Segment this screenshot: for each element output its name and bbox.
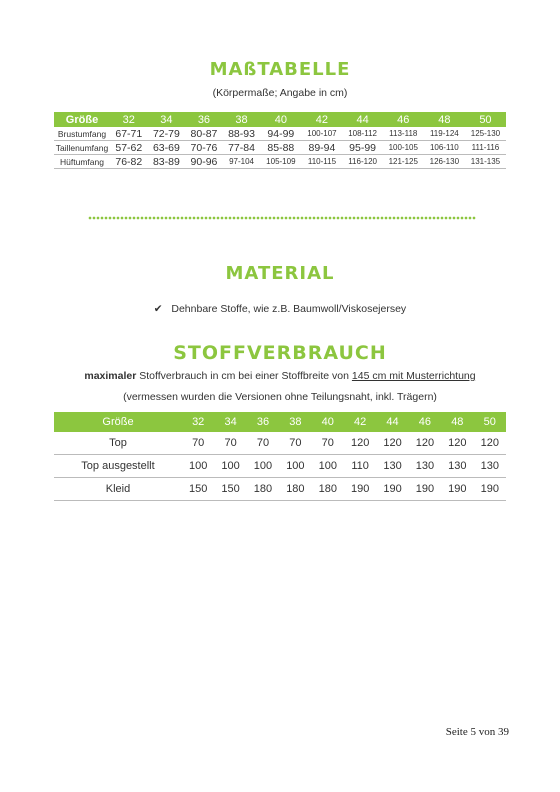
masstabelle-cell: 90-96 xyxy=(185,155,223,169)
masstabelle-header-row xyxy=(54,112,506,127)
stoffverbrauch-row xyxy=(54,455,506,478)
stoffverbrauch-cell: 150 xyxy=(182,478,214,501)
masstabelle-cell: 110-115 xyxy=(301,155,342,169)
stoffverbrauch-header-cell: 48 xyxy=(441,412,473,432)
masstabelle-cell: 119-124 xyxy=(424,127,465,141)
stoffverbrauch-note: (vermessen wurden die Versionen ohne Teilungsnaht, inkl. Trägern) xyxy=(123,391,437,403)
stoffverbrauch-cell: 190 xyxy=(409,478,441,501)
masstabelle-row-label: Brustumfang xyxy=(54,127,110,141)
stoffverbrauch-cell: 70 xyxy=(279,432,311,455)
stoffverbrauch-cell: 100 xyxy=(279,455,311,478)
stoffverbrauch-header-cell: 42 xyxy=(344,412,376,432)
masstabelle-cell: 121-125 xyxy=(383,155,424,169)
masstabelle-cell: 126-130 xyxy=(424,155,465,169)
masstabelle-header-cell: Größe xyxy=(54,112,110,127)
stoffverbrauch-cell: 120 xyxy=(474,432,506,455)
masstabelle-cell: 77-84 xyxy=(223,141,261,155)
stoffverbrauch-cell: 150 xyxy=(214,478,246,501)
stoffverbrauch-cell: 100 xyxy=(247,455,279,478)
stoffverbrauch-header-cell: 34 xyxy=(214,412,246,432)
masstabelle-cell: 108-112 xyxy=(342,127,382,141)
stoffverbrauch-cell: 120 xyxy=(409,432,441,455)
stoffverbrauch-cell: 190 xyxy=(474,478,506,501)
masstabelle-cell: 113-118 xyxy=(383,127,424,141)
masstabelle-row xyxy=(54,127,506,141)
stoffverbrauch-description-underline: 145 cm mit Musterrichtung xyxy=(351,370,476,382)
stoffverbrauch-cell: 180 xyxy=(279,478,311,501)
stoffverbrauch-cell: 110 xyxy=(344,455,376,478)
masstabelle-header-cell: 38 xyxy=(223,112,261,127)
stoffverbrauch-cell: 100 xyxy=(214,455,246,478)
stoffverbrauch-cell: 120 xyxy=(376,432,408,455)
stoffverbrauch-cell: 100 xyxy=(312,455,344,478)
masstabelle-title: MAßTABELLE xyxy=(209,59,351,80)
masstabelle-header-cell: 50 xyxy=(465,112,506,127)
masstabelle-cell: 131-135 xyxy=(465,155,506,169)
masstabelle-cell: 70-76 xyxy=(185,141,223,155)
stoffverbrauch-cell: 130 xyxy=(409,455,441,478)
stoffverbrauch-row-label: Kleid xyxy=(54,478,182,501)
masstabelle-cell: 100-107 xyxy=(301,127,342,141)
stoffverbrauch-description-bold: maximaler xyxy=(84,370,137,382)
stoffverbrauch-header-cell: 36 xyxy=(247,412,279,432)
stoffverbrauch-header-cell: 44 xyxy=(376,412,408,432)
masstabelle-row xyxy=(54,141,506,155)
stoffverbrauch-cell: 70 xyxy=(312,432,344,455)
stoffverbrauch-header-cell: Größe xyxy=(54,412,182,432)
masstabelle-cell: 125-130 xyxy=(465,127,506,141)
masstabelle-body xyxy=(54,127,506,169)
stoffverbrauch-cell: 190 xyxy=(376,478,408,501)
masstabelle-subtitle: (Körpermaße; Angabe in cm) xyxy=(212,87,348,99)
stoffverbrauch-title: STOFFVERBRAUCH xyxy=(173,342,387,364)
stoffverbrauch-row xyxy=(54,432,506,455)
masstabelle-header-cell: 46 xyxy=(383,112,424,127)
masstabelle-cell: 94-99 xyxy=(260,127,301,141)
stoffverbrauch-cell: 130 xyxy=(441,455,473,478)
page-number: Seite 5 von 39 xyxy=(445,726,509,738)
stoffverbrauch-row xyxy=(54,478,506,501)
masstabelle-cell: 88-93 xyxy=(223,127,261,141)
stoffverbrauch-cell: 100 xyxy=(182,455,214,478)
masstabelle-table xyxy=(54,112,506,169)
stoffverbrauch-row-label: Top ausgestellt xyxy=(54,455,182,478)
checkmark-icon: ✔ xyxy=(153,303,163,315)
material-title: MATERIAL xyxy=(225,263,335,284)
masstabelle-header-cell: 32 xyxy=(110,112,148,127)
stoffverbrauch-cell: 190 xyxy=(441,478,473,501)
stoffverbrauch-cell: 70 xyxy=(182,432,214,455)
masstabelle-header-cell: 34 xyxy=(148,112,186,127)
stoffverbrauch-cell: 130 xyxy=(376,455,408,478)
masstabelle-header-cell: 36 xyxy=(185,112,223,127)
masstabelle-cell: 83-89 xyxy=(148,155,186,169)
masstabelle-header-cell: 48 xyxy=(424,112,465,127)
stoffverbrauch-header-cell: 32 xyxy=(182,412,214,432)
masstabelle-cell: 57-62 xyxy=(110,141,148,155)
masstabelle-cell: 100-105 xyxy=(383,141,424,155)
masstabelle-cell: 89-94 xyxy=(301,141,342,155)
stoffverbrauch-cell: 120 xyxy=(344,432,376,455)
stoffverbrauch-cell: 70 xyxy=(214,432,246,455)
stoffverbrauch-header-row xyxy=(54,412,506,432)
stoffverbrauch-cell: 130 xyxy=(474,455,506,478)
masstabelle-cell: 116-120 xyxy=(342,155,382,169)
masstabelle-cell: 105-109 xyxy=(260,155,301,169)
masstabelle-cell: 67-71 xyxy=(110,127,148,141)
stoffverbrauch-cell: 190 xyxy=(344,478,376,501)
stoffverbrauch-cell: 180 xyxy=(312,478,344,501)
masstabelle-cell: 97-104 xyxy=(223,155,261,169)
masstabelle-row xyxy=(54,155,506,169)
stoffverbrauch-table xyxy=(54,412,506,501)
masstabelle-cell: 76-82 xyxy=(110,155,148,169)
material-item-text: Dehnbare Stoffe, wie z.B. Baumwoll/Viskosejersey xyxy=(171,303,407,315)
dotted-divider xyxy=(88,215,476,221)
stoffverbrauch-description-text: Stoffverbrauch in cm bei einer Stoffbreite von xyxy=(136,370,352,382)
stoffverbrauch-header-cell: 50 xyxy=(474,412,506,432)
masstabelle-cell: 95-99 xyxy=(342,141,382,155)
stoffverbrauch-cell: 70 xyxy=(247,432,279,455)
masstabelle-row-label: Taillenumfang xyxy=(55,142,109,153)
stoffverbrauch-cell: 180 xyxy=(247,478,279,501)
masstabelle-cell: 63-69 xyxy=(148,141,186,155)
stoffverbrauch-description xyxy=(0,370,560,382)
masstabelle-cell: 72-79 xyxy=(148,127,186,141)
masstabelle-cell: 85-88 xyxy=(260,141,301,155)
stoffverbrauch-header-cell: 40 xyxy=(312,412,344,432)
masstabelle-header-cell: 40 xyxy=(260,112,301,127)
stoffverbrauch-header-cell: 38 xyxy=(279,412,311,432)
stoffverbrauch-cell: 120 xyxy=(441,432,473,455)
stoffverbrauch-body xyxy=(54,432,506,501)
stoffverbrauch-row-label: Top xyxy=(54,432,182,455)
masstabelle-header-cell: 44 xyxy=(342,112,382,127)
material-list-item xyxy=(0,303,560,315)
masstabelle-header-cell: 42 xyxy=(301,112,342,127)
masstabelle-cell: 111-116 xyxy=(465,141,506,155)
masstabelle-row-label: Hüftumfang xyxy=(54,155,110,169)
stoffverbrauch-header-cell: 46 xyxy=(409,412,441,432)
masstabelle-cell: 80-87 xyxy=(185,127,223,141)
masstabelle-cell: 106-110 xyxy=(424,141,465,155)
